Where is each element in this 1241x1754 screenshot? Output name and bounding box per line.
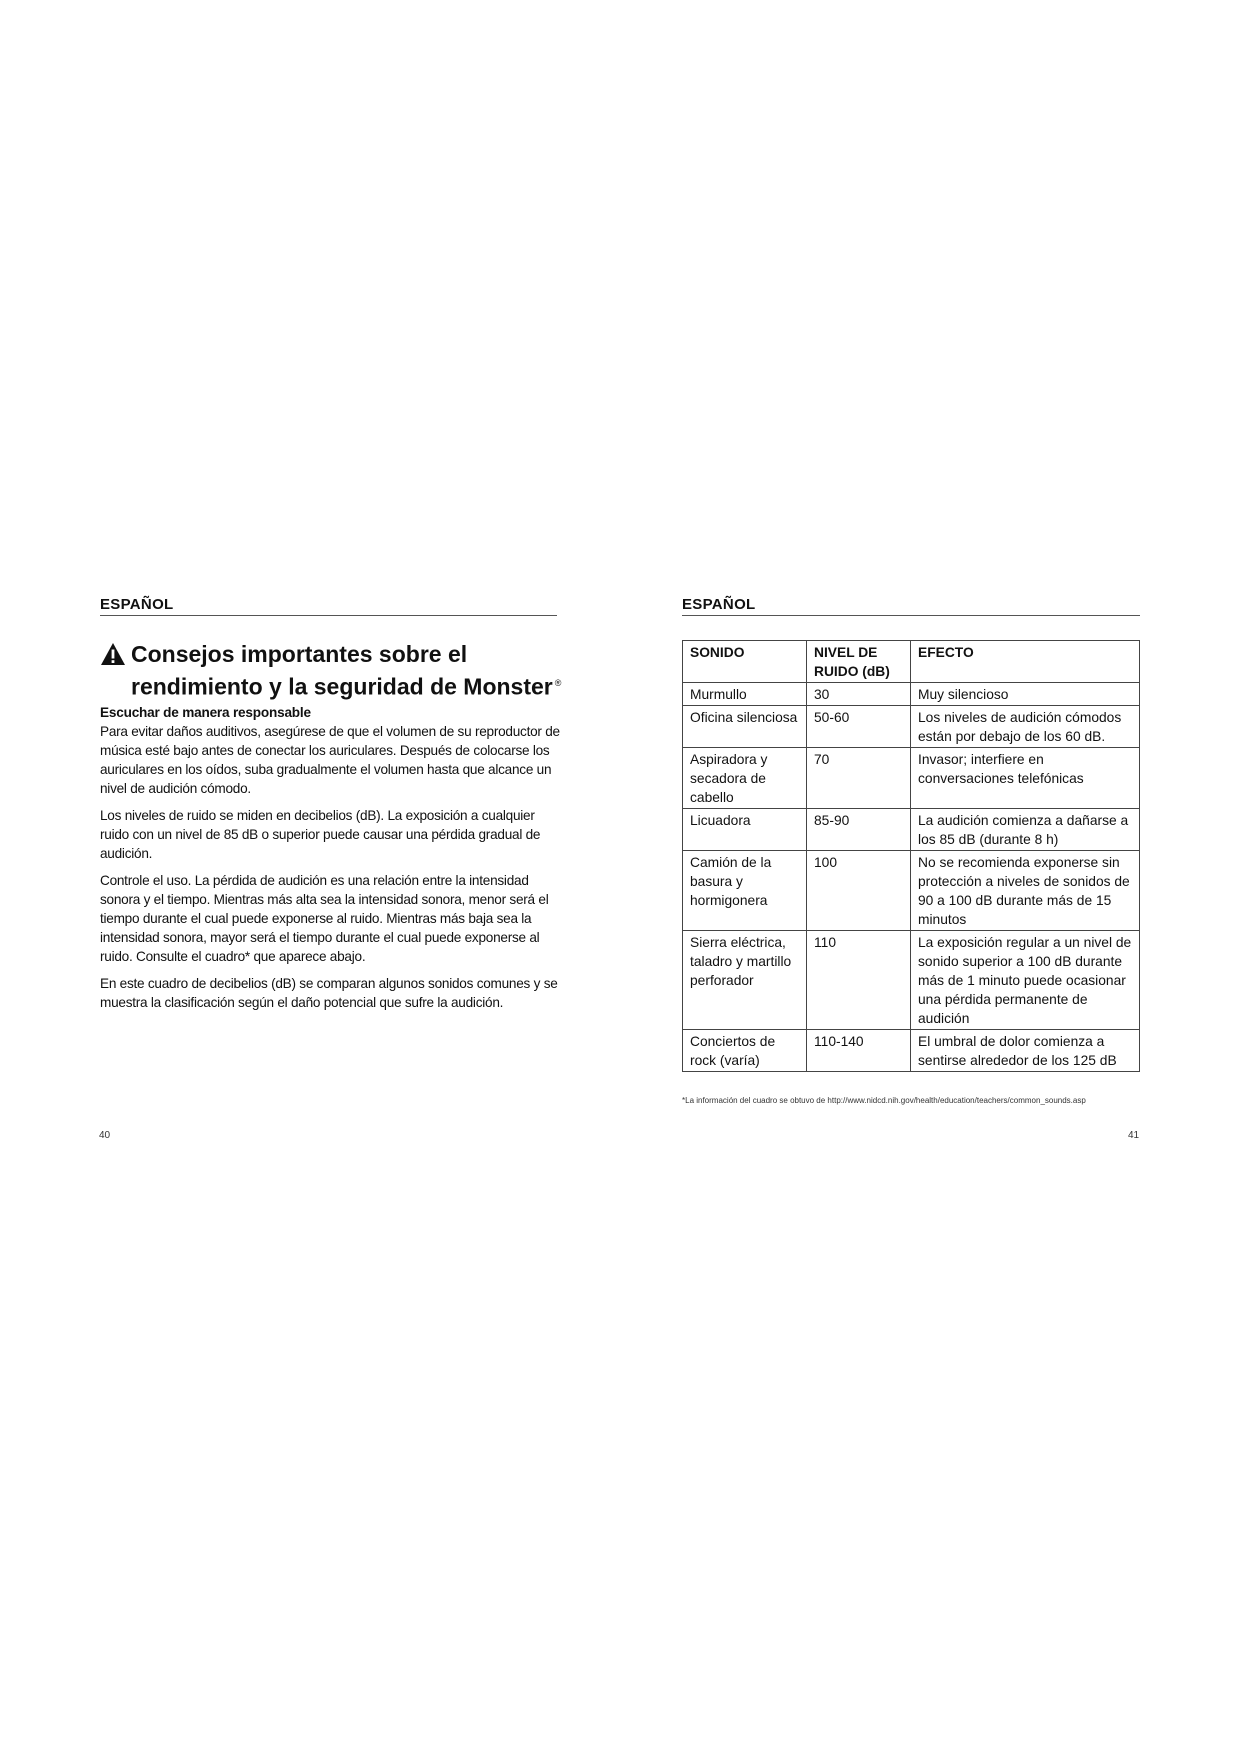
cell-sound: Aspiradora y secadora de cabello <box>683 748 807 809</box>
cell-sound: Murmullo <box>683 683 807 706</box>
table-header-row <box>683 641 1140 683</box>
header-noise-level: NIVEL DE RUIDO (dB) <box>807 641 911 683</box>
cell-effect: Invasor; interfiere en conversaciones telefónicas <box>911 748 1140 809</box>
cell-effect: Los niveles de audición cómodos están por debajo de los 60 dB. <box>911 706 1140 748</box>
left-page <box>0 0 620 1754</box>
header-effect: EFECTO <box>911 641 1140 683</box>
table-row <box>683 683 1140 706</box>
subheading: Escuchar de manera responsable <box>100 705 311 720</box>
cell-effect: El umbral de dolor comienza a sentirse alrededor de los 125 dB <box>911 1030 1140 1072</box>
paragraph: Para evitar daños auditivos, asegúrese de que el volumen de su reproductor de música esté bajo antes de conectar los auriculares. Después de colocarse los auriculares en los oídos, suba gradualmente el volumen hasta que alcance un nivel de audición cómodo. <box>100 724 560 796</box>
section-header: ESPAÑOL <box>100 596 557 616</box>
table-row <box>683 931 1140 1030</box>
section-header: ESPAÑOL <box>682 596 1140 616</box>
decibel-table <box>682 640 1140 1072</box>
noise-level-table <box>682 640 1140 1072</box>
body-text <box>100 703 560 1020</box>
cell-sound: Camión de la basura y hormigonera <box>683 851 807 931</box>
header-sound: SONIDO <box>683 641 807 683</box>
cell-effect: Muy silencioso <box>911 683 1140 706</box>
cell-level: 110 <box>807 931 911 1030</box>
page-number: 40 <box>99 1130 111 1141</box>
cell-level: 85-90 <box>807 809 911 851</box>
cell-effect: No se recomienda exponerse sin protección a niveles de sonidos de 90 a 100 dB durante más de 15 minutos <box>911 851 1140 931</box>
table-row <box>683 851 1140 931</box>
warning-triangle-icon <box>100 642 126 666</box>
cell-effect: La audición comienza a dañarse a los 85 dB (durante 8 h) <box>911 809 1140 851</box>
table-row <box>683 706 1140 748</box>
registered-mark: ® <box>554 678 562 688</box>
cell-level: 50-60 <box>807 706 911 748</box>
table-source-footnote: *La información del cuadro se obtuvo de http://www.nidcd.nih.gov/health/education/teachers/common_sounds.asp <box>682 1096 1086 1105</box>
paragraph: Los niveles de ruido se miden en decibelios (dB). La exposición a cualquier ruido con un nivel de 85 dB o superior puede causar una pérdida gradual de audición. <box>100 808 541 861</box>
cell-level: 70 <box>807 748 911 809</box>
table-row <box>683 1030 1140 1072</box>
cell-level: 100 <box>807 851 911 931</box>
page-title-line-2-text: rendimiento y la seguridad de Monster <box>131 673 553 700</box>
paragraph: Controle el uso. La pérdida de audición es una relación entre la intensidad sonora y el tiempo. Mientras más alta sea la intensidad sonora, menor será el tiempo durante el cual puede exponerse al ruido. Mientras más baja sea la intensidad sonora, mayor será el tiempo durante el cual puede exponerse al ruido. Consulte el cuadro* que aparece abajo. <box>100 873 549 964</box>
table-row <box>683 748 1140 809</box>
paragraph: En este cuadro de decibelios (dB) se comparan algunos sonidos comunes y se muestra la clasificación según el daño potencial que sufre la audición. <box>100 976 558 1010</box>
cell-sound: Licuadora <box>683 809 807 851</box>
right-page <box>620 0 1241 1754</box>
title-block <box>100 640 560 702</box>
page-title-line-1: Consejos importantes sobre el <box>131 641 468 667</box>
cell-sound: Oficina silenciosa <box>683 706 807 748</box>
cell-level: 110-140 <box>807 1030 911 1072</box>
cell-level: 30 <box>807 683 911 706</box>
table-row <box>683 809 1140 851</box>
cell-sound: Conciertos de rock (varía) <box>683 1030 807 1072</box>
cell-sound: Sierra eléctrica, taladro y martillo perforador <box>683 931 807 1030</box>
page-title-line-2 <box>131 669 560 702</box>
page-number: 41 <box>1128 1130 1140 1141</box>
cell-effect: La exposición regular a un nivel de sonido superior a 100 dB durante más de 1 minuto puede ocasionar una pérdida permanente de audición <box>911 931 1140 1030</box>
